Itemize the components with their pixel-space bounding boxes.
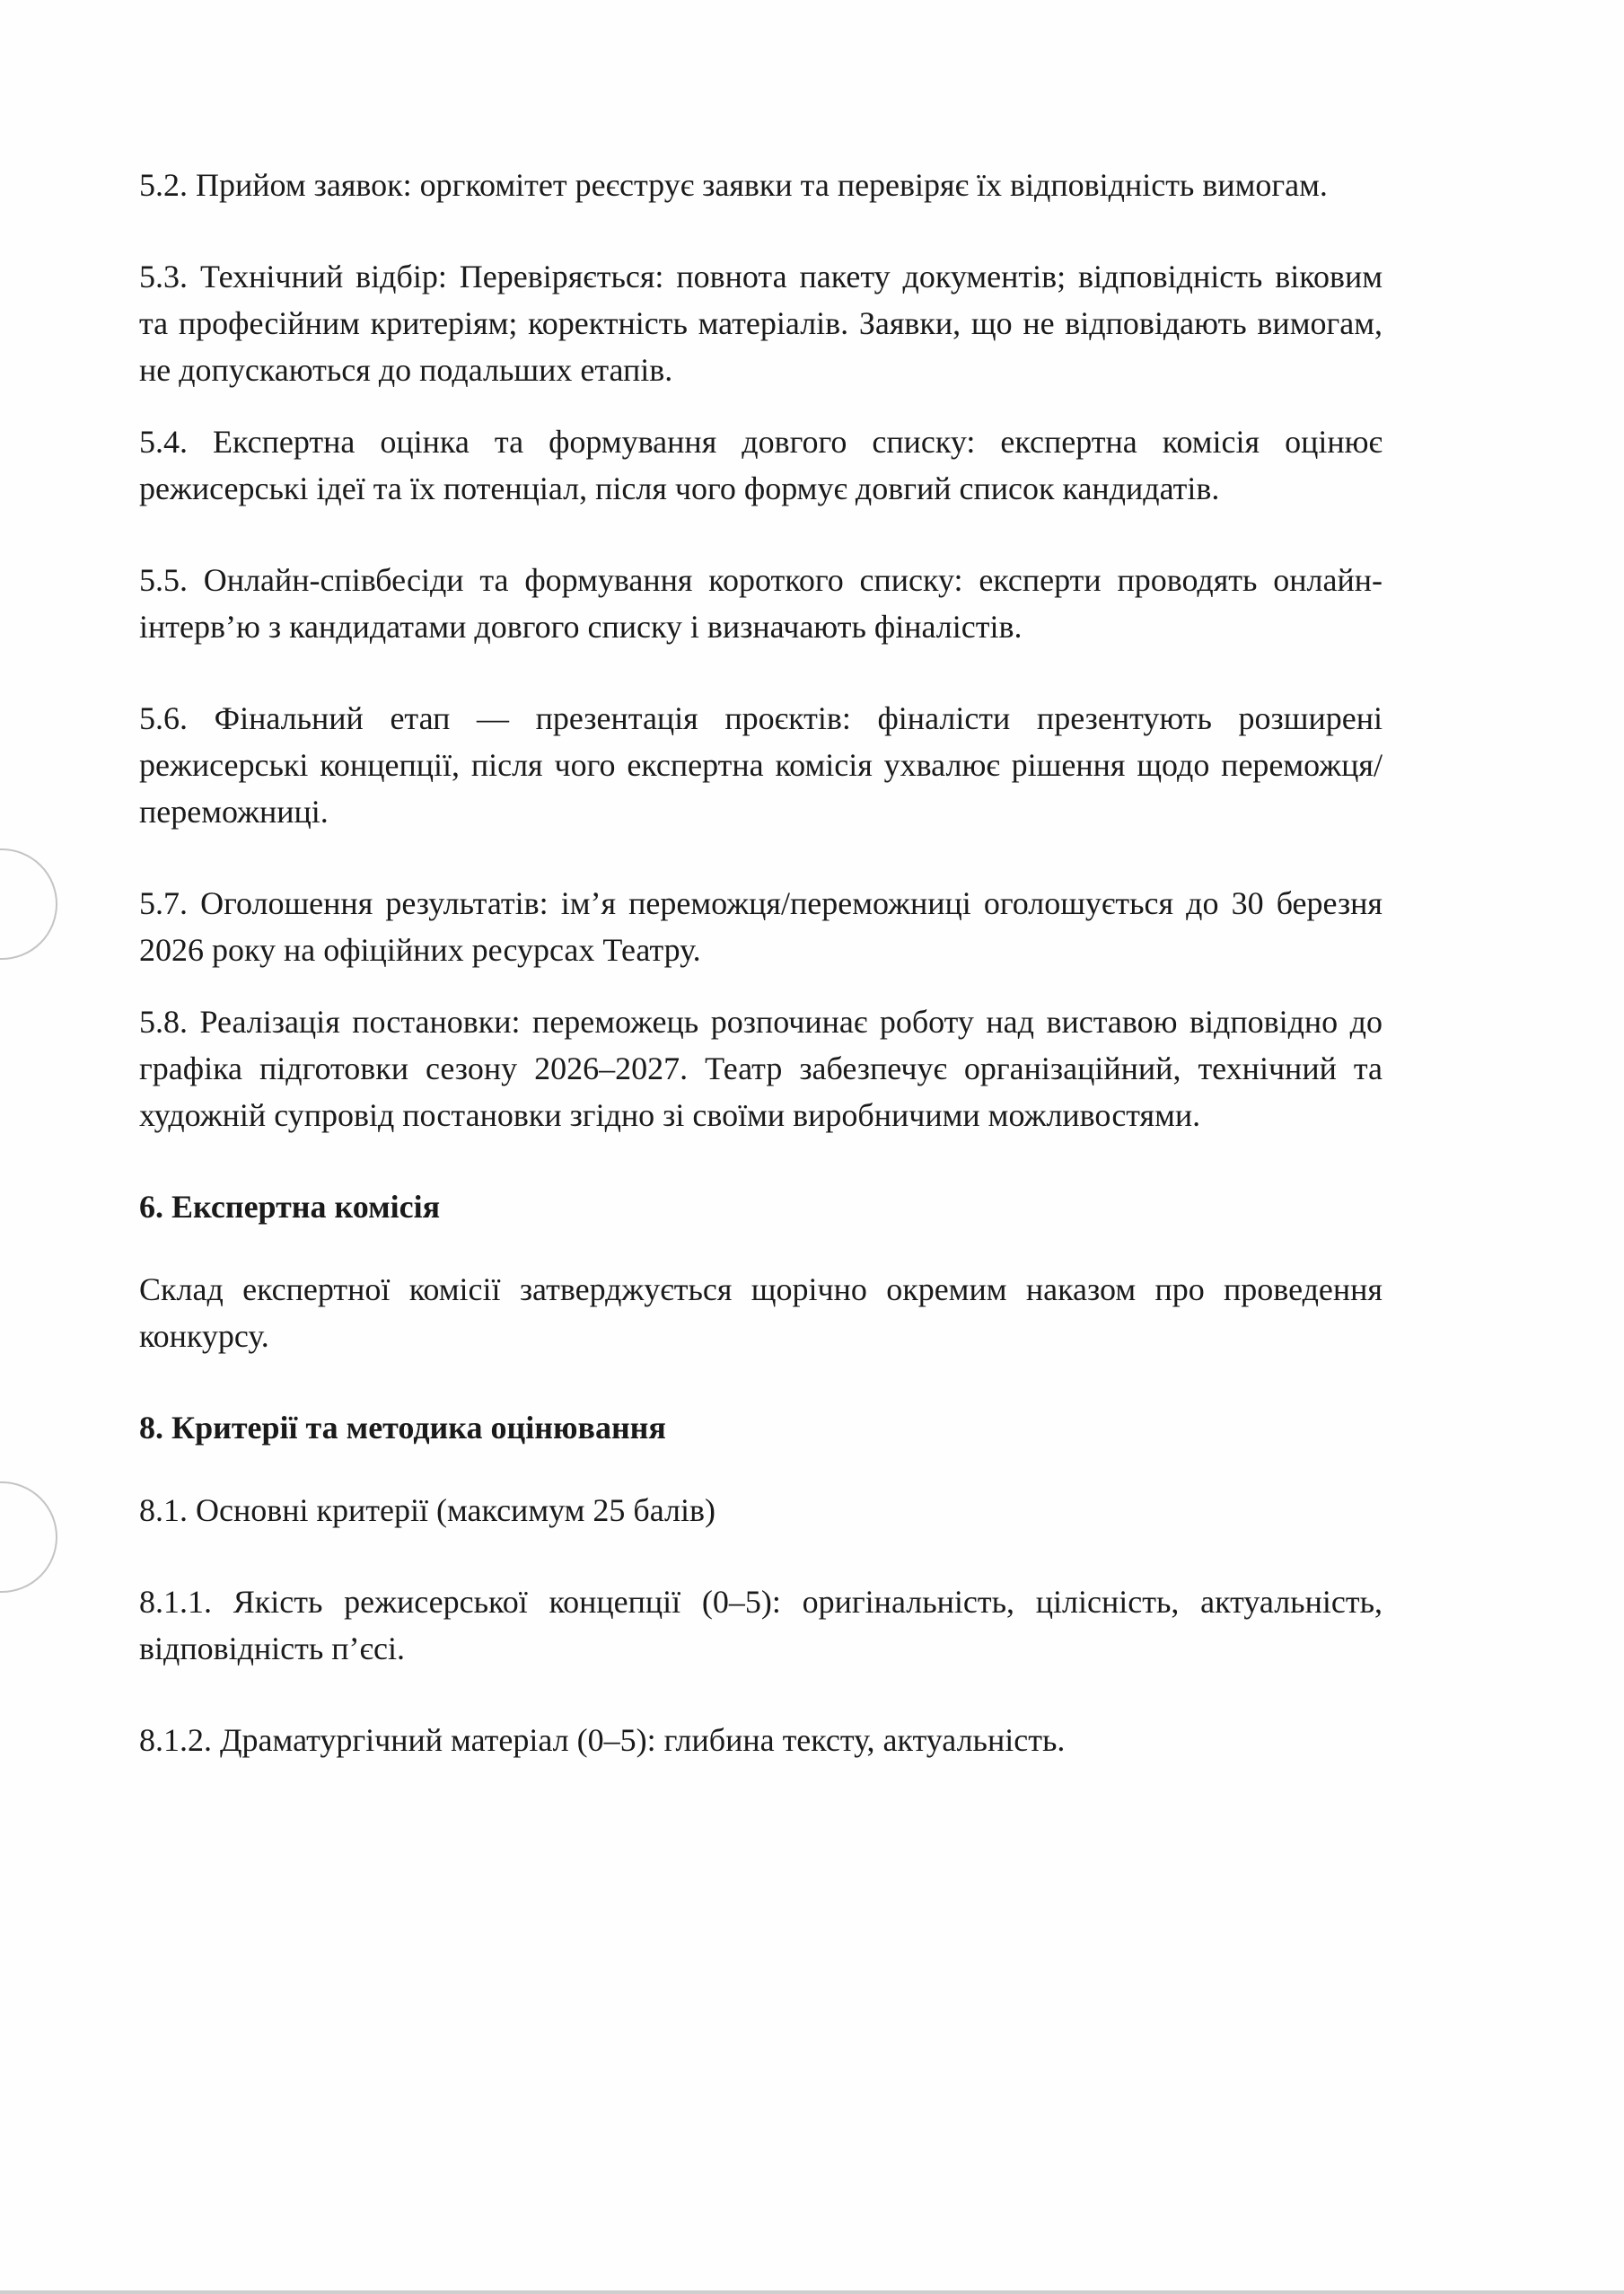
- paragraph-8-1-2: 8.1.2. Драматургічний матеріал (0–5): глибина тексту, актуальність.: [139, 1722, 1066, 1758]
- paragraph-8-1: 8.1. Основні критерії (максимум 25 балів): [139, 1492, 715, 1528]
- scan-artifact-mark: [0, 1481, 57, 1593]
- paragraph-5-3: 5.3. Технічний відбір: Перевіряється: повнота пакету документів; відповідність віковим та професійним критеріям; коректність матеріалів. Заявки, що не відповідають вимогам, не допускаються до подальших етапів.: [139, 259, 1383, 388]
- section-heading-6: 6. Експертна комісія: [139, 1189, 441, 1225]
- page-bottom-edge: [0, 2290, 1624, 2294]
- paragraph-5-5: 5.5. Онлайн-співбесіди та формування короткого списку: експерти проводять онлайн-інтерв’ю з кандидатами довгого списку і визначають фіналістів.: [139, 562, 1383, 645]
- paragraph-5-6: 5.6. Фінальний етап — презентація проєктів: фіналісти презентують розширені режисерські концепції, після чого експертна комісія ухвалює рішення щодо переможця/переможниці.: [139, 700, 1383, 830]
- section-heading-8: 8. Критерії та методика оцінювання: [139, 1410, 666, 1446]
- paragraph-5-7: 5.7. Оголошення результатів: ім’я переможця/переможниці оголошується до 30 березня 2026 року на офіційних ресурсах Театру.: [139, 885, 1383, 968]
- document-body: [139, 162, 1383, 1808]
- paragraph-5-2: 5.2. Прийом заявок: оргкомітет реєструє заявки та перевіряє їх відповідність вимогам.: [139, 167, 1328, 203]
- paragraph-5-8: 5.8. Реалізація постановки: переможець розпочинає роботу над виставою відповідно до графіка підготовки сезону 2026–2027. Театр забезпечує організаційний, технічний та художній супровід постановки згідно зі своїми виробничими можливостями.: [139, 1004, 1383, 1133]
- paragraph-8-1-1: 8.1.1. Якість режисерської концепції (0–5): оригінальність, цілісність, актуальність, відповідність п’єсі.: [139, 1584, 1383, 1666]
- paragraph-5-4: 5.4. Експертна оцінка та формування довгого списку: експертна комісія оцінює режисерські ідеї та їх потенціал, після чого формує довгий список кандидатів.: [139, 424, 1383, 506]
- paragraph-6: Склад експертної комісії затверджується щорічно окремим наказом про проведення конкурсу.: [139, 1271, 1383, 1354]
- scan-artifact-mark: [0, 848, 57, 960]
